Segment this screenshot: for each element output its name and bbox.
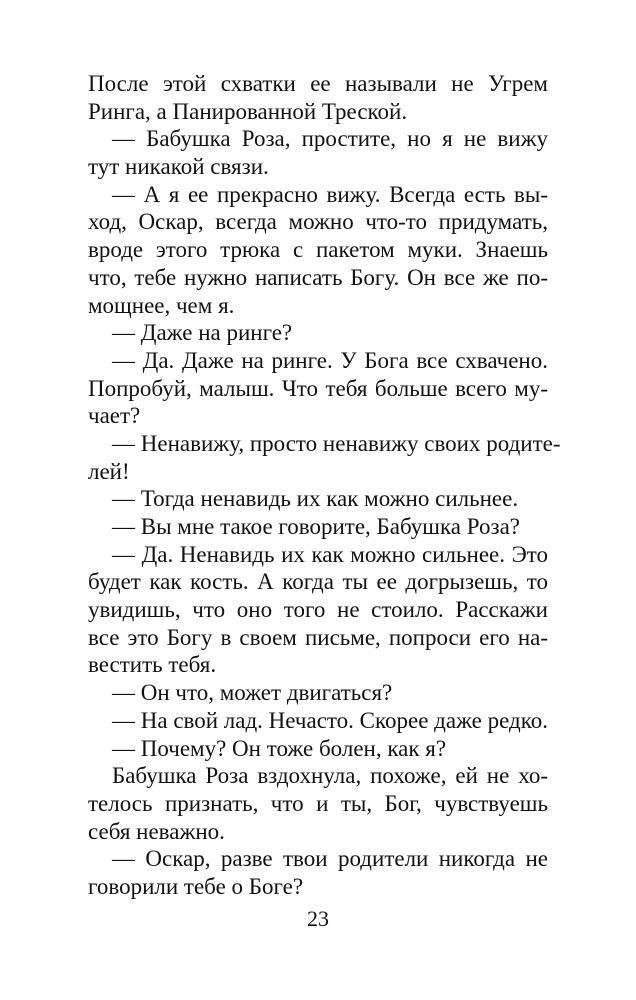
text-line: — На свой лад. Нечасто. Скорее даже редко.	[112, 707, 548, 733]
text-line: вроде этого трюка с пакетом муки. Знаешь	[88, 237, 548, 263]
text-line: — Почему? Он тоже болен, как я?	[112, 735, 447, 761]
book-text-block	[88, 70, 561, 901]
text-line: ход, Оскар, всегда можно что-то придумать,	[88, 209, 548, 235]
text-line: чает?	[88, 403, 141, 429]
page-number: 23	[307, 906, 329, 931]
text-line: — Оскар, разве твои родители никогда не	[112, 846, 548, 872]
text-line: что, тебе нужно написать Богу. Он все же по-	[88, 264, 548, 290]
text-line: — Даже на ринге?	[112, 320, 293, 346]
text-line: будет как кость. А когда ты ее догрызешь, то	[88, 569, 548, 595]
text-line: говорили тебе о Боге?	[88, 873, 304, 899]
text-line: все это Богу в своем письме, попроси его на-	[88, 624, 548, 650]
text-line: — Да. Ненавидь их как можно сильнее. Это	[112, 541, 548, 567]
text-line: Попробуй, малыш. Что тебя больше всего му-	[88, 375, 548, 401]
text-line: тут никакой связи.	[88, 154, 269, 180]
text-line: — Ненавижу, просто ненавижу своих родите-	[112, 430, 561, 456]
text-line: увидишь, что оно того не стоило. Расскажи	[88, 597, 548, 623]
text-line: — Тогда ненавидь их как можно сильнее.	[112, 486, 519, 512]
text-line: После этой схватки ее называли не Угрем	[88, 71, 548, 96]
text-line: — Бабушка Роза, простите, но я не вижу	[112, 126, 548, 152]
text-line: Ринга, а Панированной Треской.	[88, 98, 408, 124]
text-line: — А я ее прекрасно вижу. Всегда есть вы-	[112, 181, 548, 207]
text-line: — Вы мне такое говорите, Бабушка Роза?	[112, 514, 520, 539]
text-line: вестить тебя.	[88, 652, 217, 678]
text-line: лей!	[88, 458, 130, 484]
text-line: телось признать, что и ты, Бог, чувствуешь	[88, 790, 548, 816]
text-line: — Он что, может двигаться?	[112, 680, 393, 706]
text-line: себя неважно.	[88, 818, 225, 844]
text-line: Бабушка Роза вздохнула, похоже, ей не хо-	[112, 763, 548, 789]
text-line: мощнее, чем я.	[88, 292, 235, 318]
text-line: — Да. Даже на ринге. У Бога все схвачено.	[112, 347, 548, 373]
